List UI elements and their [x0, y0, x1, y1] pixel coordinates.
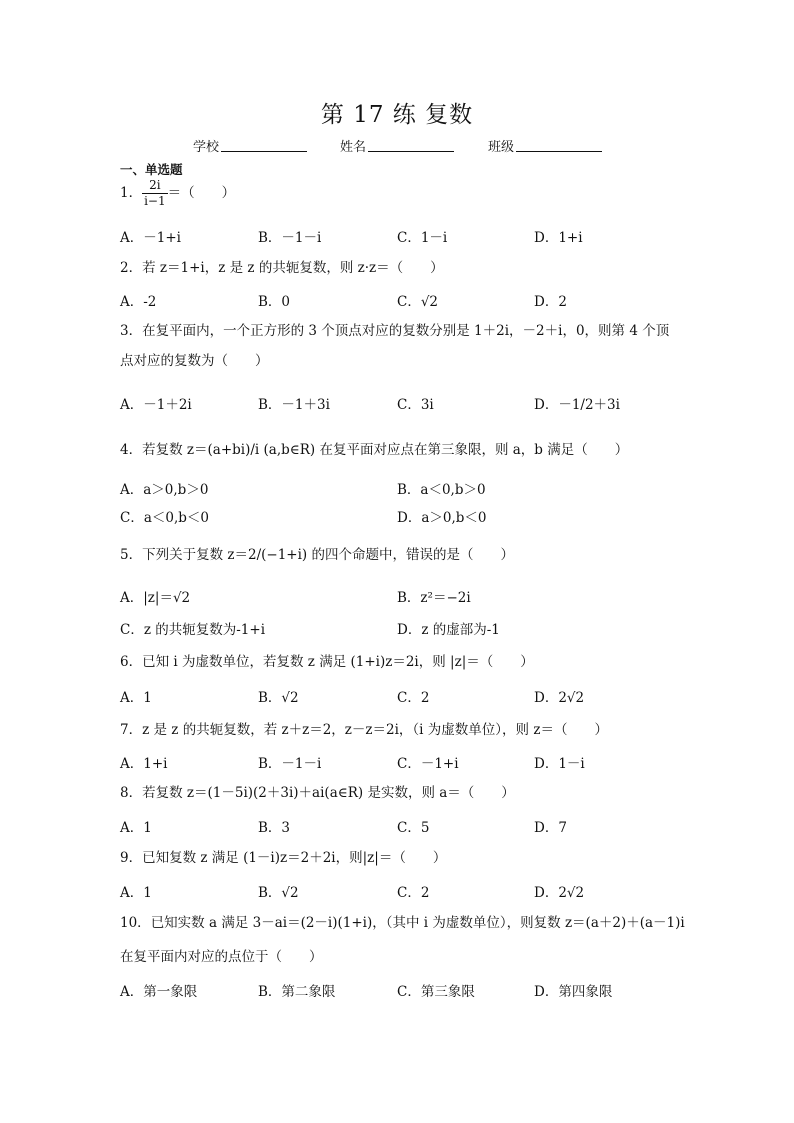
question-text: z 是 z 的共轭复数，若 z＋z＝2，z－z＝2i，（i 为虚数单位），则 z＝（ ）	[142, 722, 608, 738]
q2-option-b[interactable]: B．0	[258, 294, 291, 310]
question-number: 10．	[120, 915, 151, 931]
q10-option-c[interactable]: C．第三象限	[397, 984, 475, 1000]
class-blank[interactable]	[516, 138, 602, 152]
name-blank[interactable]	[368, 138, 454, 152]
question-10-line-2: 在复平面内对应的点位于（ ）	[120, 949, 323, 965]
q1-option-c[interactable]: C．1－i	[397, 230, 448, 246]
name-field	[340, 136, 454, 155]
q3-option-a[interactable]: A．－1＋2i	[120, 397, 192, 413]
q6-option-c[interactable]: C．2	[397, 690, 430, 706]
q10-option-a[interactable]: A．第一象限	[120, 984, 198, 1000]
class-field	[488, 136, 602, 155]
q5-option-c[interactable]: C．z 的共轭复数为-1+i	[120, 622, 266, 638]
q8-option-b[interactable]: B．3	[258, 820, 291, 836]
q6-option-b[interactable]: B．√2	[258, 690, 299, 706]
q4-option-d[interactable]: D．a＞0,b＜0	[397, 510, 487, 526]
question-7	[120, 718, 608, 738]
question-9	[120, 846, 446, 866]
q9-option-a[interactable]: A．1	[120, 885, 152, 901]
question-text: 若复数 z＝(a+bi)/i (a,b∈R) 在复平面对应点在第三象限，则 a，b 满足（ ）	[142, 442, 629, 458]
q6-option-a[interactable]: A．1	[120, 690, 152, 706]
q7-option-d[interactable]: D．1－i	[534, 756, 585, 772]
question-text: 已知实数 a 满足 3－ai＝(2－i)(1+i)，（其中 i 为虚数单位），则复数 z＝(a＋2)＋(a－1)i	[150, 915, 685, 931]
question-5	[120, 543, 514, 563]
q1-option-a[interactable]: A．－1+i	[120, 230, 181, 246]
fraction: $\frac{2i}{i-1}$	[144, 178, 166, 208]
q4-option-c[interactable]: C．a＜0,b＜0	[120, 510, 209, 526]
question-number: 9．	[120, 850, 143, 866]
question-text: 已知 i 为虚数单位，若复数 z 满足 (1+i)z＝2i，则 |z|＝（ ）	[142, 654, 534, 670]
question-number: 8．	[120, 785, 143, 801]
school-label: 学校	[193, 140, 220, 155]
question-number: 6．	[120, 654, 143, 670]
question-text: 若 z＝1+i，z 是 z 的共轭复数，则 z·z＝（ ）	[142, 260, 444, 276]
school-blank[interactable]	[221, 138, 307, 152]
q9-option-c[interactable]: C．2	[397, 885, 430, 901]
question-10-line-1	[120, 911, 685, 931]
q1-option-b[interactable]: B．－1－i	[258, 230, 322, 246]
q2-option-d[interactable]: D．2	[534, 294, 567, 310]
q2-option-a[interactable]: A．-2	[120, 294, 157, 310]
q5-option-d[interactable]: D．z 的虚部为-1	[397, 622, 500, 638]
q7-option-b[interactable]: B．－1－i	[258, 756, 322, 772]
q7-option-a[interactable]: A．1+i	[120, 756, 168, 772]
section-heading: 一、单选题	[120, 162, 183, 177]
question-text: ＝（ ）	[167, 185, 236, 201]
q8-option-c[interactable]: C．5	[397, 820, 430, 836]
q3-option-c[interactable]: C．3i	[397, 397, 434, 413]
question-number: 1．	[120, 185, 143, 201]
q8-option-d[interactable]: D．7	[534, 820, 567, 836]
q3-option-b[interactable]: B．－1＋3i	[258, 397, 330, 413]
question-1	[120, 178, 235, 209]
question-text: 在复平面内，一个正方形的 3 个顶点对应的复数分别是 1＋2i，－2＋i，0，则第 4 个顶	[142, 323, 670, 339]
q6-option-d[interactable]: D．2√2	[534, 690, 585, 706]
question-4	[120, 438, 628, 458]
q8-option-a[interactable]: A．1	[120, 820, 152, 836]
q5-option-a[interactable]: A．|z|＝√2	[120, 590, 191, 606]
question-3-line-1	[120, 319, 669, 339]
q4-option-b[interactable]: B．a＜0,b＞0	[397, 482, 486, 498]
q7-option-c[interactable]: C．－1+i	[397, 756, 459, 772]
q4-option-a[interactable]: A．a＞0,b＞0	[120, 482, 209, 498]
q9-option-d[interactable]: D．2√2	[534, 885, 585, 901]
question-2	[120, 256, 444, 276]
class-label: 班级	[488, 140, 515, 155]
question-number: 4．	[120, 442, 143, 458]
question-6	[120, 650, 534, 670]
question-number: 2．	[120, 260, 143, 276]
question-3-line-2: 点对应的复数为（ ）	[120, 353, 269, 369]
question-number: 7．	[120, 722, 143, 738]
name-label: 姓名	[340, 140, 367, 155]
question-number: 3．	[120, 323, 143, 339]
question-text: 若复数 z＝(1－5i)(2＋3i)＋ai(a∈R) 是实数，则 a＝（ ）	[142, 785, 515, 801]
question-text: 下列关于复数 z＝2/(−1+i) 的四个命题中，错误的是（ ）	[142, 547, 514, 563]
q3-option-d[interactable]: D．－1/2＋3i	[534, 397, 620, 413]
school-field	[193, 136, 307, 155]
question-8	[120, 781, 515, 801]
q2-option-c[interactable]: C．√2	[397, 294, 439, 310]
page-title: 第 17 练 复数	[320, 102, 474, 128]
q9-option-b[interactable]: B．√2	[258, 885, 299, 901]
q10-option-d[interactable]: D．第四象限	[534, 984, 613, 1000]
question-number: 5．	[120, 547, 143, 563]
question-text: 已知复数 z 满足 (1－i)z＝2＋2i，则|z|＝（ ）	[142, 850, 447, 866]
q5-option-b[interactable]: B．z²＝−2i	[397, 590, 471, 606]
q10-option-b[interactable]: B．第二象限	[258, 984, 336, 1000]
q1-option-d[interactable]: D．1+i	[534, 230, 583, 246]
